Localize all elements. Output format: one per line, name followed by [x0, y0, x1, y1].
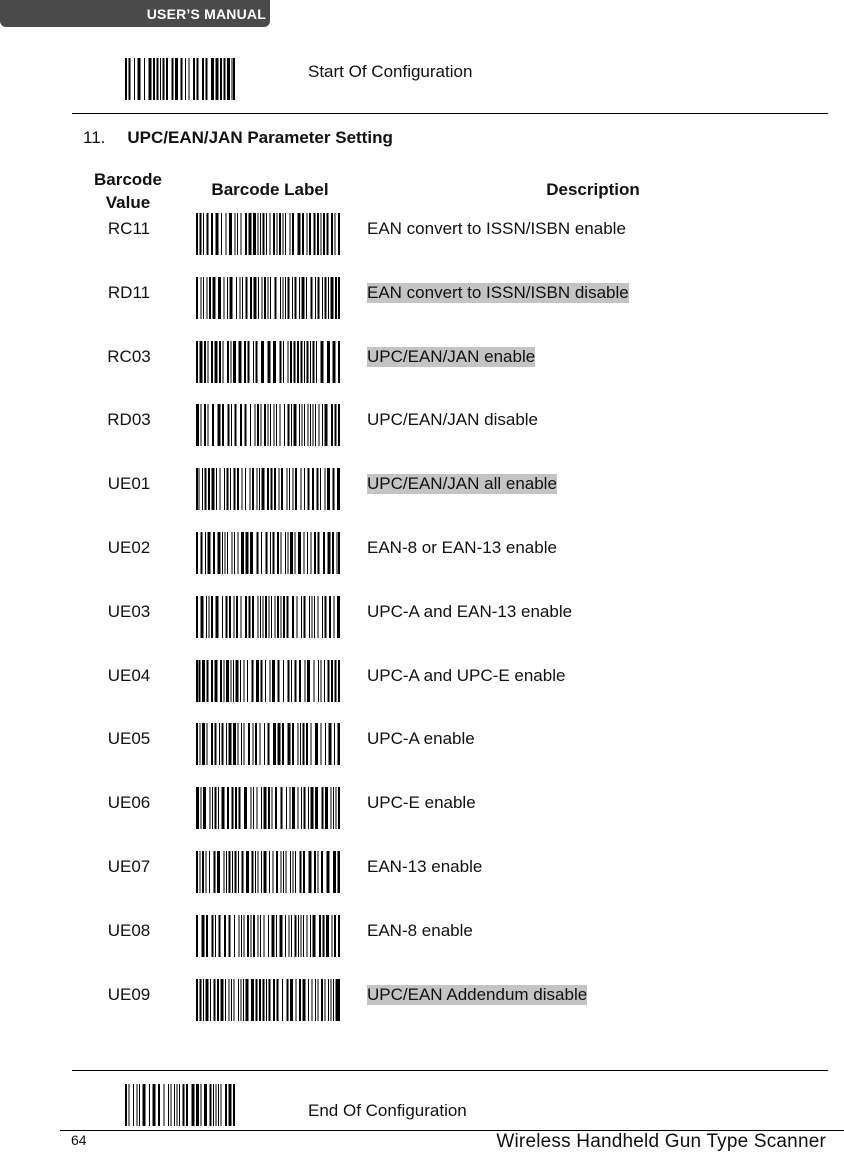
header-description: Description — [546, 180, 640, 199]
top-divider — [72, 113, 828, 114]
row-barcode-image — [196, 404, 340, 446]
footer-product-name: Wireless Handheld Gun Type Scanner — [496, 1131, 826, 1152]
row-description: EAN-8 enable — [367, 921, 473, 940]
row-barcode-image — [196, 213, 340, 255]
row-description: UPC-A and EAN-13 enable — [367, 602, 573, 621]
row-barcode-value: UE06 — [107, 793, 151, 812]
row-barcode-value: UE09 — [107, 985, 151, 1004]
row-description: UPC/EAN/JAN all enable — [367, 474, 557, 493]
manual-header-tab — [0, 0, 270, 27]
row-barcode-value: UE05 — [107, 729, 151, 748]
row-barcode-image — [196, 532, 340, 574]
row-barcode-image — [196, 979, 340, 1021]
row-barcode-image — [196, 915, 340, 957]
row-description: EAN convert to ISSN/ISBN enable — [367, 219, 626, 238]
start-config-barcode — [125, 58, 235, 100]
row-description: EAN convert to ISSN/ISBN disable — [367, 283, 629, 302]
row-barcode-value: UE04 — [107, 666, 151, 685]
row-barcode-value: UE02 — [107, 538, 151, 557]
row-description: UPC/EAN/JAN disable — [367, 410, 539, 429]
row-description: UPC-A and UPC-E enable — [367, 666, 566, 685]
row-description: UPC-E enable — [367, 793, 476, 812]
page-number: 64 — [71, 1132, 87, 1148]
row-description: EAN-8 or EAN-13 enable — [367, 538, 557, 557]
start-config-label: Start Of Configuration — [308, 62, 473, 81]
bottom-divider — [72, 1070, 828, 1071]
row-barcode-value: UE03 — [107, 602, 151, 621]
row-barcode-value: RC03 — [107, 347, 151, 366]
row-barcode-image — [196, 596, 340, 638]
row-barcode-value: RD11 — [107, 283, 151, 302]
row-description: UPC/EAN/JAN enable — [367, 347, 536, 366]
row-barcode-value: RD03 — [107, 410, 151, 429]
row-description: EAN-13 enable — [367, 857, 483, 876]
section-number: 11. — [83, 128, 106, 147]
section-heading: UPC/EAN/JAN Parameter Setting — [127, 128, 393, 147]
row-barcode-image — [196, 723, 340, 765]
row-barcode-value: UE08 — [107, 921, 151, 940]
row-barcode-value: RC11 — [107, 219, 151, 238]
row-description: UPC/EAN Addendum disable — [367, 985, 588, 1004]
row-barcode-image — [196, 277, 340, 319]
end-config-barcode — [125, 1084, 235, 1126]
row-barcode-value: UE07 — [107, 857, 151, 876]
header-barcode-value: Barcode Value — [93, 170, 163, 212]
row-barcode-image — [196, 660, 340, 702]
row-barcode-value: UE01 — [107, 474, 151, 493]
end-config-label: End Of Configuration — [308, 1101, 467, 1120]
section-title — [83, 128, 393, 148]
row-barcode-image — [196, 468, 340, 510]
header-barcode-label: Barcode Label — [211, 180, 329, 199]
row-barcode-image — [196, 787, 340, 829]
row-barcode-image — [196, 341, 340, 383]
row-barcode-image — [196, 851, 340, 893]
manual-header-label: USER’S MANUAL — [146, 5, 266, 22]
row-description: UPC-A enable — [367, 729, 475, 748]
